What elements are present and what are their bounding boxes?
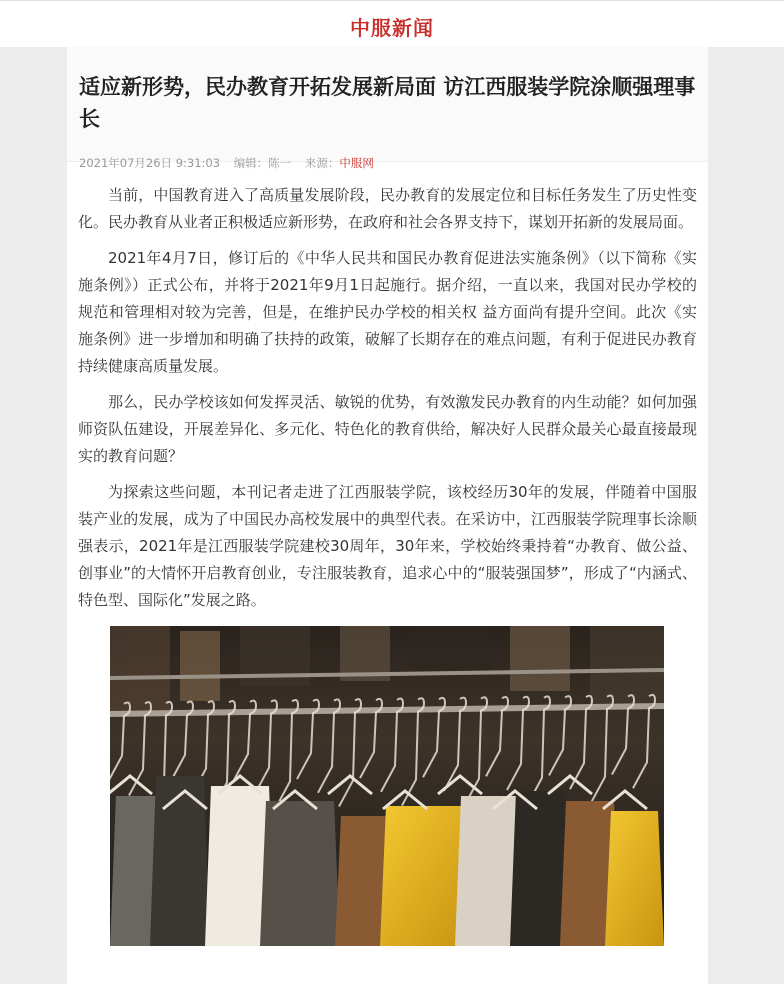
clothing-rack-illustration xyxy=(110,626,664,946)
article-header xyxy=(67,47,708,170)
paragraph: 当前，中国教育进入了高质量发展阶段，民办教育的发展定位和目标任务发生了历史性变化。民办教育从业者正积极适应新形势，在政府和社会各界支持下，谋划开拓新的发展局面。 xyxy=(78,186,697,231)
top-bar xyxy=(0,0,784,47)
garment xyxy=(260,801,340,946)
garment xyxy=(150,776,210,946)
article-title: 适应新形势，民办教育开拓发展新局面 访江西服装学院涂顺强理事长 xyxy=(79,75,696,131)
publish-datetime: 2021年07月26日 9:31:03 xyxy=(79,156,221,170)
paragraph: 那么，民办学校该如何发挥灵活、敏锐的优势，有效激发民办教育的内生动能？如何加强师资队伍建设，开展差异化、多元化、特色化的教育供给，解决好人民群众最关心最直接最现实的教育问题？ xyxy=(78,393,697,465)
article-body xyxy=(67,162,708,946)
article-container xyxy=(67,47,708,984)
source-link[interactable]: 中服网 xyxy=(339,156,374,170)
paragraph: 2021年4月7日，修订后的《中华人民共和国民办教育促进法实施条例》（以下简称《实施条例》）正式公布，并将于2021年9月1日起施行。据介绍，一直以来，我国对民办学校的规范和管理相对较为完善，但是，在维护民办学校的相关权 益方面尚有提升空间。此次《实施条例》进一步增加和明确了扶持的政策，破解了长期存在的难点问题，有利于促进民办教育持续健康高质量发展。 xyxy=(78,249,697,375)
garment xyxy=(605,811,664,946)
paragraph: 为探索这些问题，本刊记者走进了江西服装学院，该校经历30年的发展，伴随着中国服装产业的发展，成为了中国民办高校发展中的典型代表。在采访中，江西服装学院理事长涂顺强表示，2021年是江西服装学院建校30周年，30年来，学校始终秉持着“办教育、做公益、创事业”的大情怀开启教育创业，专注服装教育，追求心中的“服装强国梦”，形成了“内涵式、特色型、国际化”发展之路。 xyxy=(78,483,697,609)
editor-name: 编辑：陈一 xyxy=(233,156,292,170)
source-label: 来源： xyxy=(304,156,340,170)
site-logo[interactable]: 中服新闻 xyxy=(350,16,434,40)
clothing-rack-photo xyxy=(110,626,664,946)
